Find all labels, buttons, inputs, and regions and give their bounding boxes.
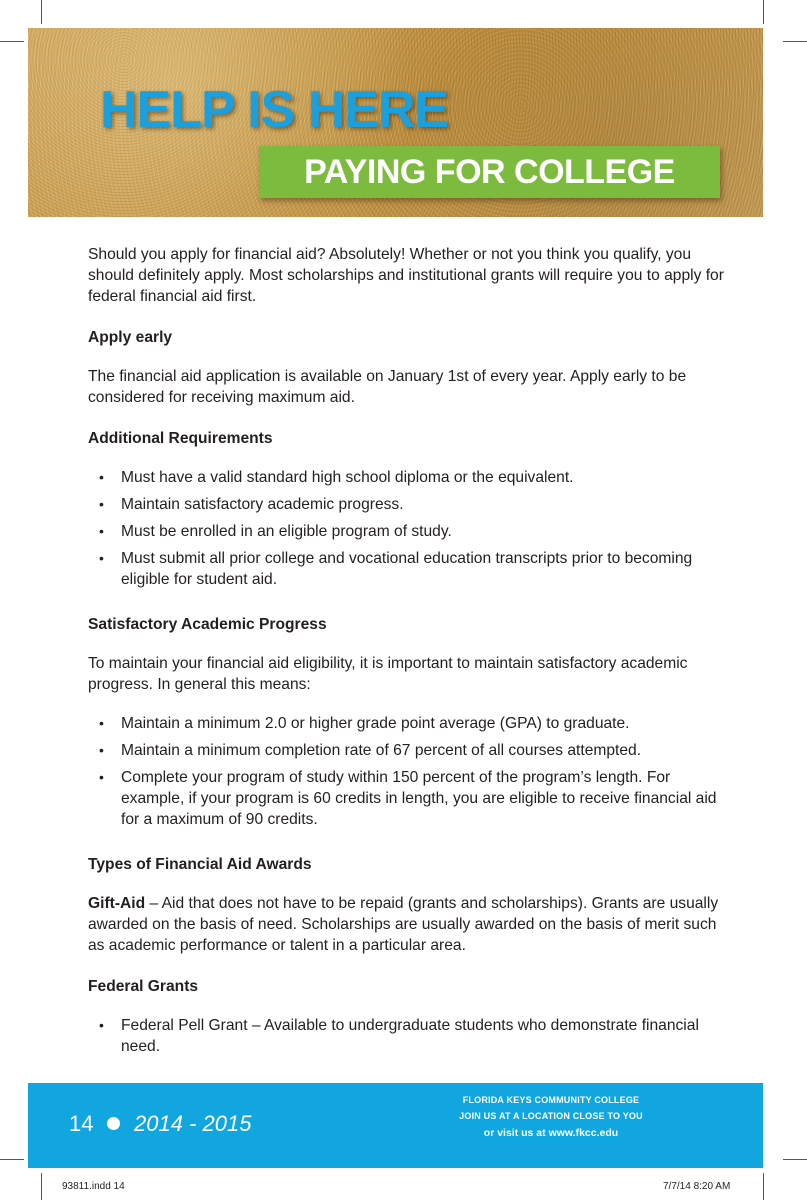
- list-item-text: Maintain a minimum 2.0 or higher grade point average (GPA) to graduate.: [121, 715, 630, 732]
- crop-mark: [0, 1159, 24, 1160]
- college-name: FLORIDA KEYS COMMUNITY COLLEGE: [462, 1095, 640, 1105]
- list-item-text: Maintain satisfactory academic progress.: [121, 496, 404, 513]
- list-item-text: Federal Pell Grant – Available to undergraduate students who demonstrate financial need.: [121, 1017, 699, 1055]
- list-item-text: Must submit all prior college and vocational education transcripts prior to becoming eligible for student aid.: [121, 550, 693, 588]
- college-block: [428, 1092, 674, 1124]
- list-item: • Must have a valid standard high school diploma or the equivalent.: [99, 469, 574, 486]
- list-item: • Maintain a minimum 2.0 or higher grade point average (GPA) to graduate.: [99, 715, 630, 732]
- section-subheadline: [259, 146, 720, 198]
- footer-band: [28, 1083, 763, 1168]
- website-link[interactable]: or visit us at www.fkcc.edu: [483, 1127, 619, 1139]
- file-slug: 93811.indd 14: [62, 1181, 125, 1192]
- gift-aid-label: Gift-Aid: [88, 895, 146, 912]
- list-item: • Must be enrolled in an eligible program of study.: [99, 523, 452, 540]
- list-item-text: Must be enrolled in an eligible program of study.: [121, 523, 452, 540]
- list-item: • Maintain a minimum completion rate of 67 percent of all courses attempted.: [99, 742, 642, 759]
- types-heading: Types of Financial Aid Awards: [88, 856, 312, 873]
- page-number: 14: [69, 1111, 94, 1136]
- article-body: [88, 244, 728, 1063]
- subheadline-text: PAYING FOR COLLEGE: [304, 152, 675, 191]
- gift-aid-paragraph: [88, 893, 728, 956]
- list-item: • Complete your program of study within 150 percent of the program’s length. For example, if your program is 60 credits in length, you are eligible to receive financial aid for a maximum of 90 credits.: [99, 769, 717, 828]
- list-item: • Federal Pell Grant – Available to undergraduate students who demonstrate financial need.: [99, 1017, 699, 1055]
- college-tagline: JOIN US AT A LOCATION CLOSE TO YOU: [459, 1111, 643, 1121]
- crop-mark: [783, 41, 807, 42]
- apply-early-heading: Apply early: [88, 329, 173, 346]
- sap-heading: Satisfactory Academic Progress: [88, 616, 327, 633]
- list-item: • Maintain satisfactory academic progress.: [99, 496, 404, 513]
- page-headline: HELP IS HERE: [100, 81, 449, 139]
- intro-paragraph: Should you apply for financial aid? Absolutely! Whether or not you think you qualify, you should definitely apply. Most scholarships and institutional grants will require you to apply for federal financial aid first.: [88, 246, 724, 305]
- crop-mark: [41, 0, 42, 24]
- crop-mark: [763, 0, 764, 24]
- federal-grants-list: [88, 1015, 728, 1057]
- list-item: • Must submit all prior college and vocational education transcripts prior to becoming eligible for student aid.: [99, 550, 693, 588]
- sap-list: [88, 713, 728, 830]
- federal-grants-heading: Federal Grants: [88, 978, 199, 995]
- header-banner: [28, 28, 763, 217]
- edition-year: 2014 - 2015: [134, 1111, 252, 1136]
- gift-aid-text: – Aid that does not have to be repaid (grants and scholarships). Grants are usually awarded on the basis of need. Scholarships are usually awarded on the basis of merit such as academic performance or talent in a particular area.: [88, 895, 719, 954]
- apply-early-paragraph: The financial aid application is available on January 1st of every year. Apply early to be considered for receiving maximum aid.: [88, 368, 687, 406]
- list-item-text: Must have a valid standard high school diploma or the equivalent.: [121, 469, 574, 486]
- list-item-text: Maintain a minimum completion rate of 67 percent of all courses attempted.: [121, 742, 642, 759]
- additional-requirements-heading: Additional Requirements: [88, 430, 273, 447]
- sap-paragraph: To maintain your financial aid eligibility, it is important to maintain satisfactory academic progress. In general this means:: [88, 655, 688, 693]
- crop-mark: [0, 41, 24, 42]
- list-item-text: Complete your program of study within 150 percent of the program’s length. For example, if your program is 60 credits in length, you are eligible to receive financial aid for a maximum of 90 credits.: [121, 769, 717, 828]
- print-timestamp: 7/7/14 8:20 AM: [663, 1181, 731, 1192]
- crop-mark: [763, 1173, 764, 1200]
- requirements-list: [88, 467, 728, 590]
- circle-separator-icon: [107, 1117, 120, 1130]
- crop-mark: [783, 1159, 807, 1160]
- crop-mark: [41, 1173, 42, 1200]
